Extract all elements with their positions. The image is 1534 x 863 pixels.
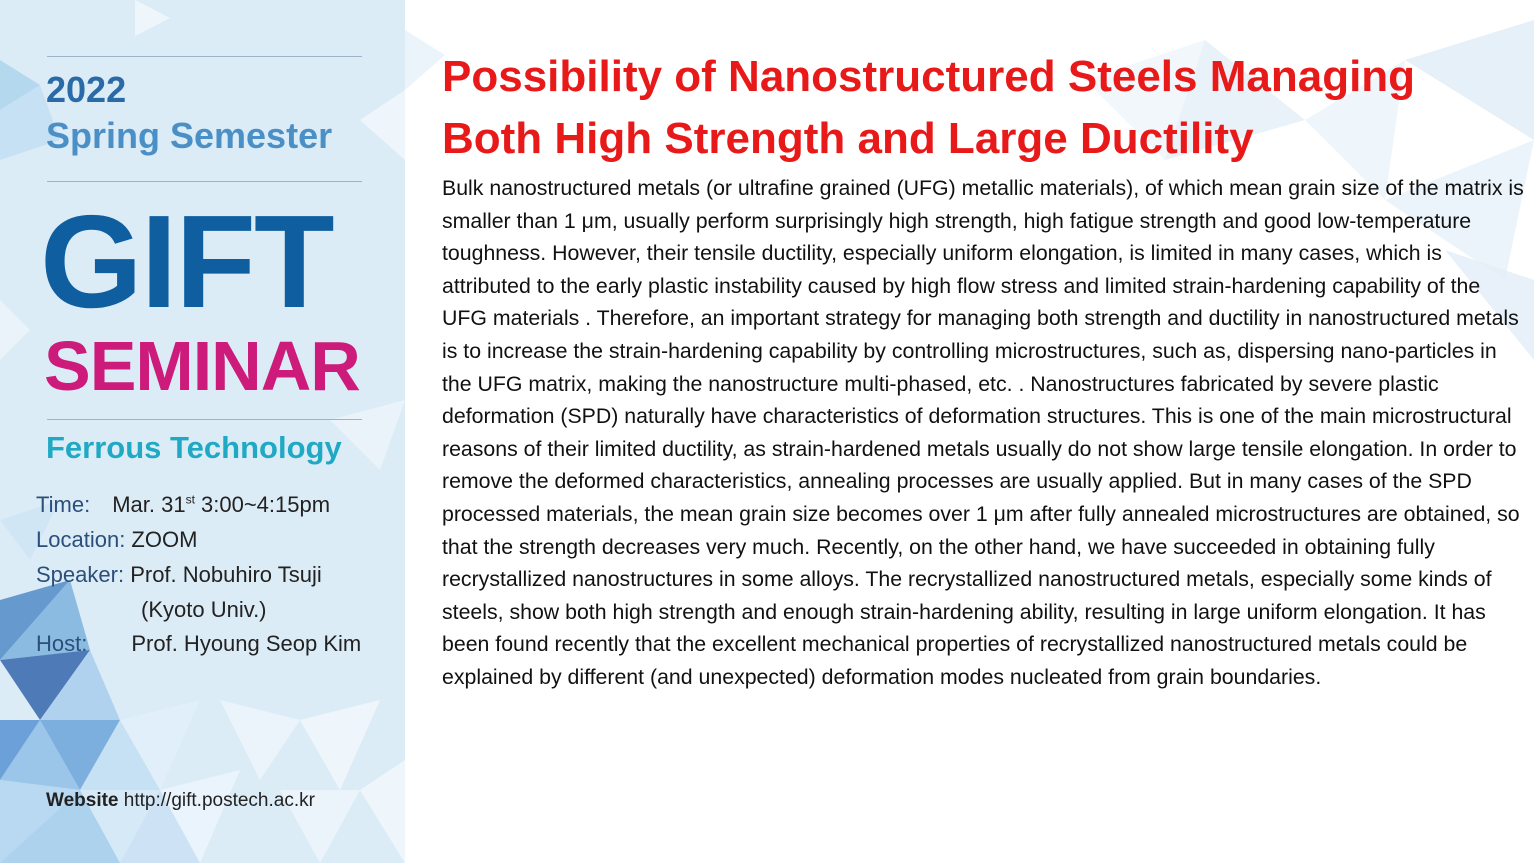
semester-label: Spring Semester: [46, 115, 333, 156]
time-row: [36, 490, 330, 520]
gift-heading: GIFT: [40, 188, 333, 335]
host-row: [36, 629, 361, 659]
location-colon: :: [119, 527, 126, 552]
speaker-name: Prof. Nobuhiro Tsuji: [130, 562, 322, 587]
divider-line: [47, 181, 362, 182]
seminar-heading: SEMINAR: [44, 327, 360, 405]
speaker-row: [36, 560, 322, 590]
time-date: Mar. 31: [112, 492, 186, 517]
website-label: Website: [46, 790, 119, 811]
location-value: ZOOM: [125, 527, 198, 552]
website-url[interactable]: http://gift.postech.ac.kr: [123, 790, 315, 811]
talk-title: Possibility of Nanostructured Steels Managing Both High Strength and Large Ductility: [442, 52, 1416, 163]
department-label: Ferrous Technology: [46, 430, 342, 465]
divider-line: [47, 56, 362, 57]
time-date-suffix: st: [185, 492, 195, 507]
speaker-label: Speaker:: [36, 562, 125, 587]
website-line: [46, 788, 315, 814]
location-row: [36, 525, 197, 555]
host-label: Host:: [36, 631, 88, 656]
left-panel: [0, 0, 405, 863]
talk-abstract: Bulk nanostructured metals (or ultrafine grained (UFG) metallic materials), of which mean grain size of the matrix is smaller than 1 μm, usually perform surprisingly high strength, high fatigue strength and good low-temperature toughness. However, their tensile ductility, especially uniform elongation, is limited in many cases, which is attributed to the early plastic instability caused by high flow stress and limited strain-hardening capability of the UFG materials . Therefore, an important strategy for managing both strength and ductility in nanostructured metals is to increase the strain-hardening capability by controlling microstructures, such as, dispersing nano-particles in the UFG matrix, making the nanostructure multi-phased, etc. . Nanostructures fabricated by severe plastic deformation (SPD) naturally have characteristics of deformation structures. This is one of the main microstructural reasons of their limited ductility, as strain-hardened metals usually do not show large tensile elongation. In order to remove the deformed characteristics, annealing processes are usually applied. But in many cases of the SPD processed materials, the mean grain size becomes over 1 μm after fully annealed microstructures are obtained, so that the strength decreases very much. Recently, on the other hand, we have succeeded in obtaining fully recrystallized nanostructures in some alloys. The recrystallized nanostructured metals, especially some kinds of steels, show both high strength and enough strain-hardening ability, resulting in large uniform elongation. It has been found recently that the excellent mechanical properties of recrystallized nanostructured metals could be explained by different (and unexpected) deformation modes nucleated from grain boundaries.: [442, 176, 1524, 689]
divider-line: [47, 419, 362, 420]
speaker-affiliation: (Kyoto Univ.): [141, 597, 267, 622]
location-label: Location: [36, 527, 120, 552]
time-label: Time:: [36, 492, 91, 517]
year-label: 2022: [46, 69, 127, 110]
host-name: Prof. Hyoung Seop Kim: [131, 631, 362, 656]
time-hours: 3:00~4:15pm: [194, 492, 331, 517]
